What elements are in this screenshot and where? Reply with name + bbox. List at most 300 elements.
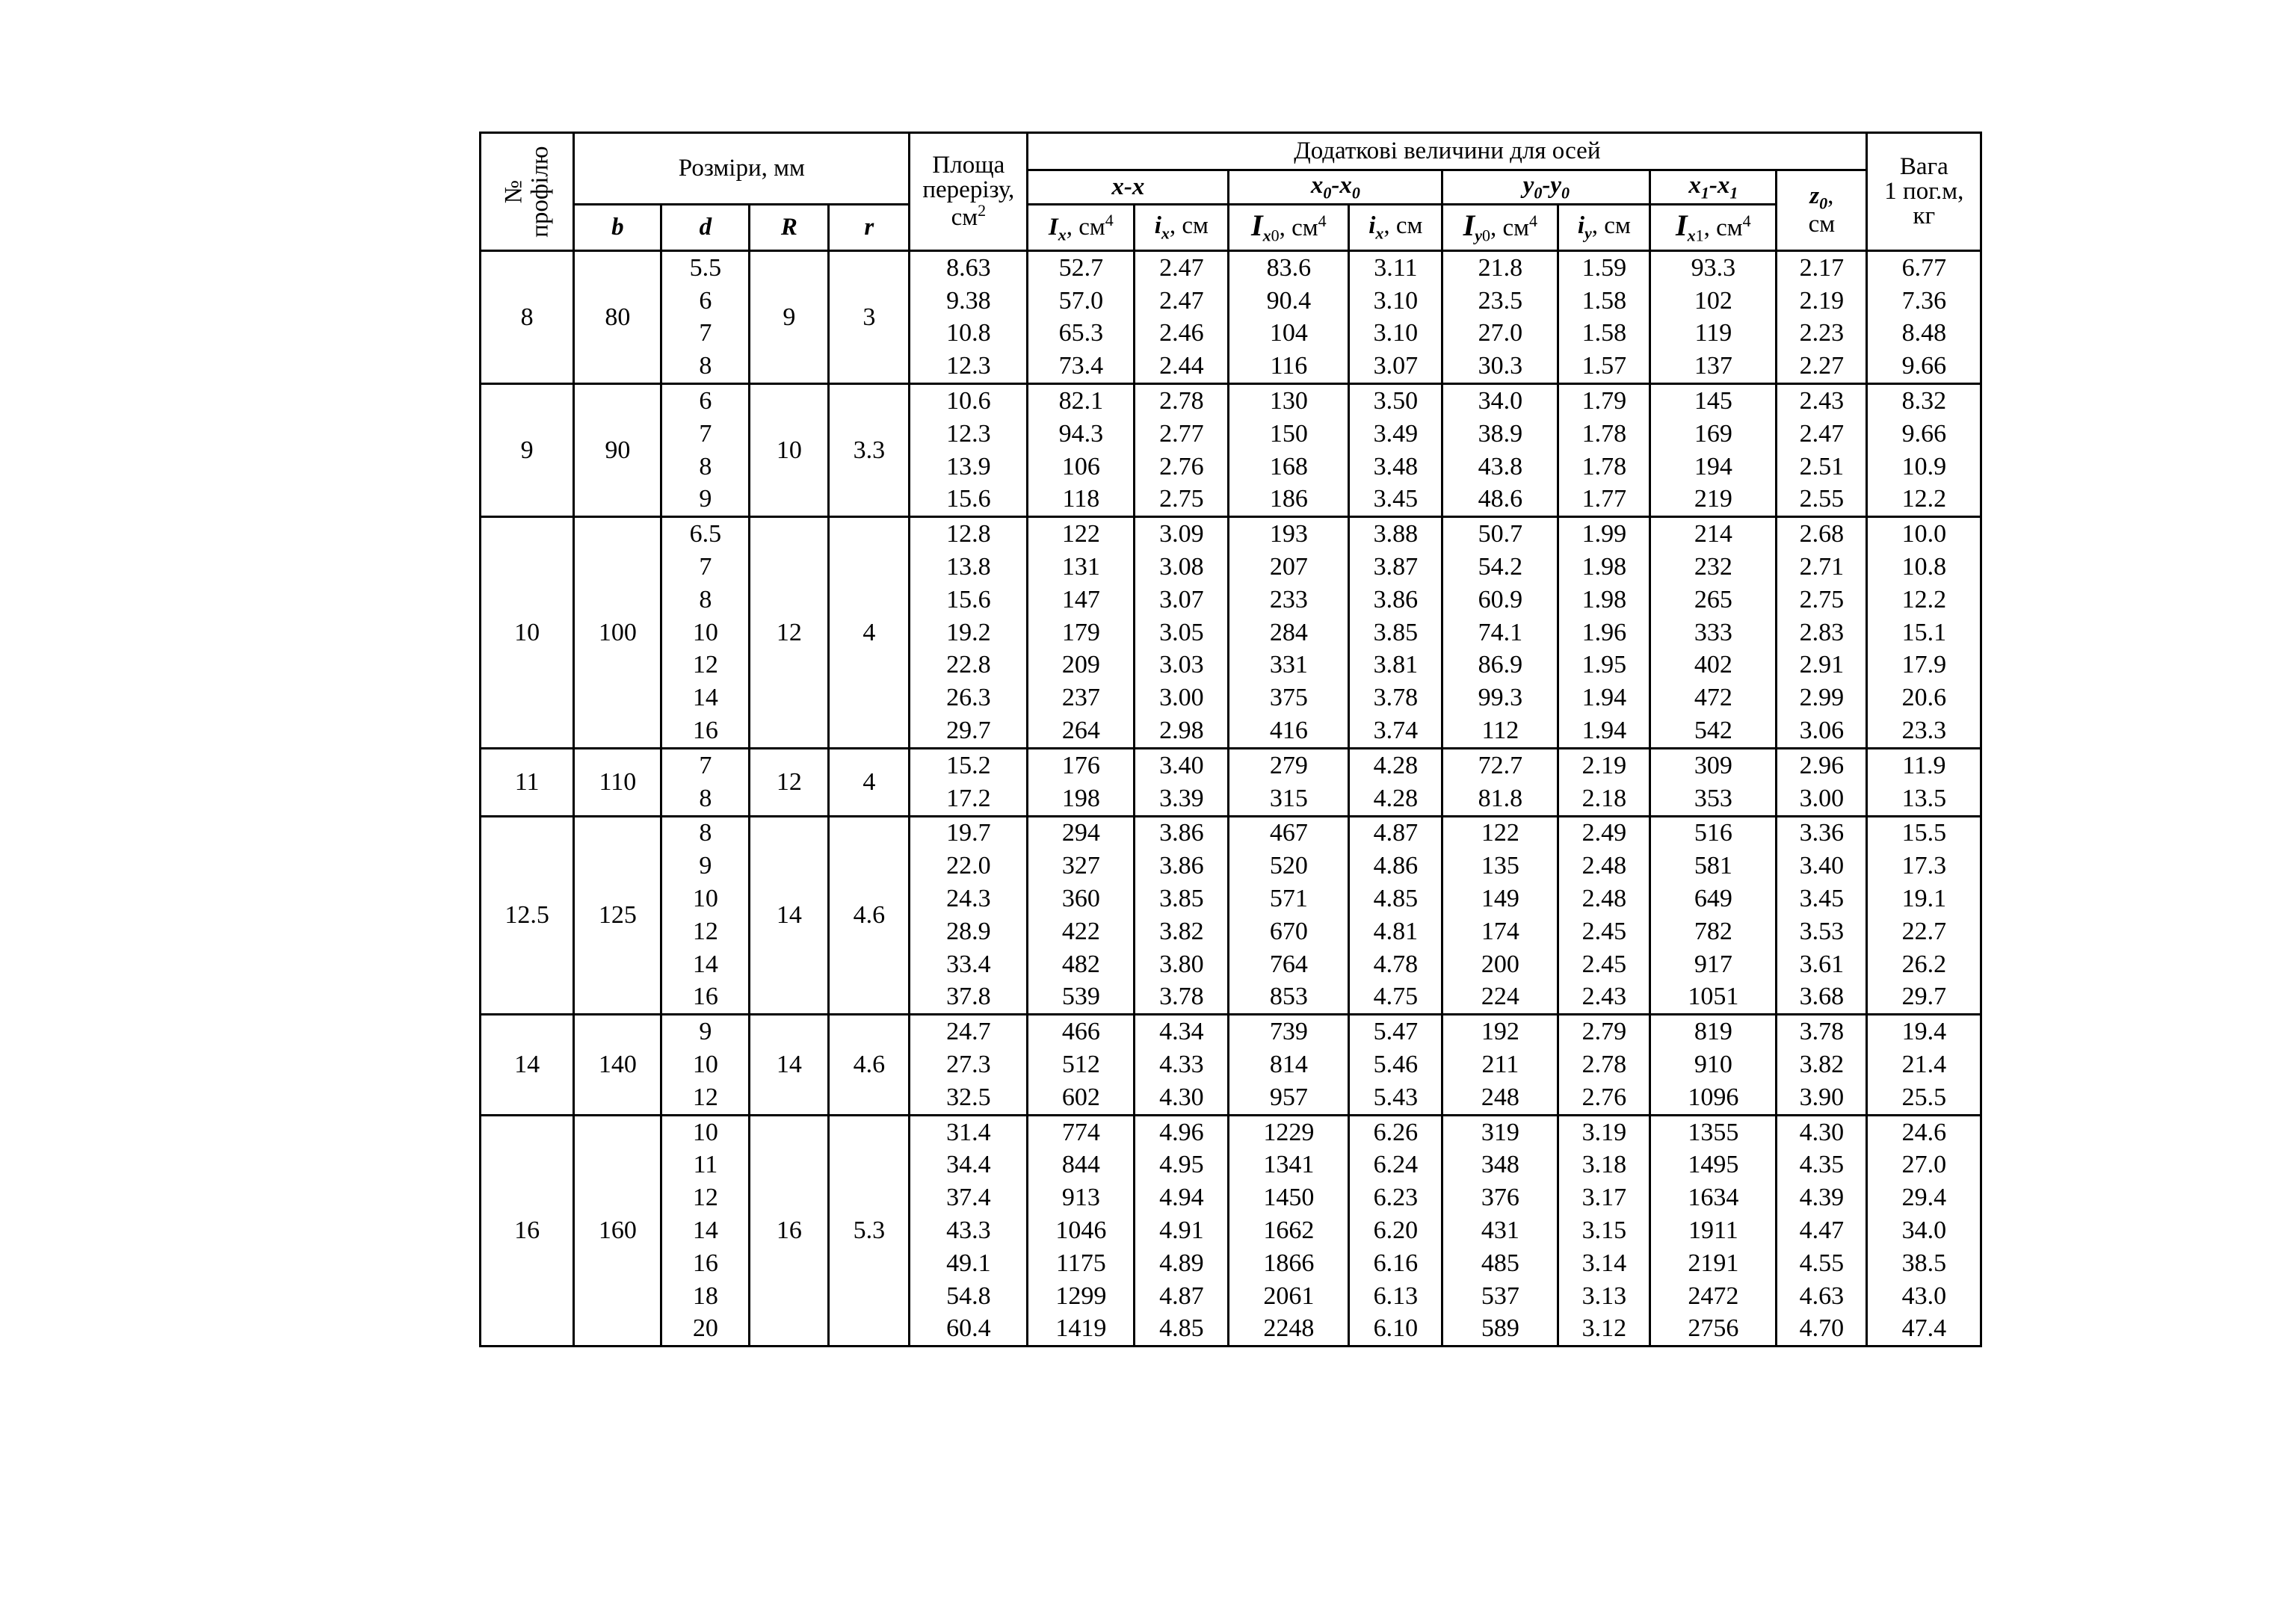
cell-Ix: 65.3: [1028, 318, 1135, 350]
cell-area: 33.4: [910, 948, 1028, 981]
cell-Ix0: 375: [1229, 681, 1349, 714]
cell-Ix0: 279: [1229, 748, 1349, 782]
cell-ix0: 6.16: [1349, 1247, 1442, 1280]
cell-Ix: 1419: [1028, 1313, 1135, 1347]
cell-area: 9.38: [910, 285, 1028, 318]
cell-Ix0: 416: [1229, 714, 1349, 748]
cell-Iy0: 27.0: [1442, 318, 1558, 350]
cell-Iy0: 30.3: [1442, 350, 1558, 383]
cell-weight: 17.3: [1867, 850, 1981, 882]
cell-z0: 2.99: [1777, 681, 1867, 714]
cell-ix: 3.08: [1135, 551, 1229, 584]
cell-Ix0: 315: [1229, 782, 1349, 816]
cell-Iy0: 319: [1442, 1115, 1558, 1149]
cell-ix0: 4.81: [1349, 915, 1442, 948]
table-row: [481, 1115, 1981, 1149]
area-line2: перерізу,: [922, 176, 1015, 203]
cell-z0: 4.63: [1777, 1280, 1867, 1313]
cell-z0: 2.47: [1777, 418, 1867, 451]
cell-ix: 2.47: [1135, 251, 1229, 285]
cell-Ix0: 1341: [1229, 1149, 1349, 1182]
header-Ix: $I_x$, $см^4$: [1028, 205, 1135, 251]
cell-Iy0: 23.5: [1442, 285, 1558, 318]
cell-Ix1: 581: [1650, 850, 1777, 882]
cell-iy: 2.79: [1558, 1015, 1650, 1048]
cell-weight: 19.1: [1867, 882, 1981, 915]
cell-weight: 38.5: [1867, 1247, 1981, 1280]
cell-ix: 4.94: [1135, 1181, 1229, 1214]
cell-iy: 1.59: [1558, 251, 1650, 285]
cell-iy: 1.78: [1558, 451, 1650, 483]
cell-Ix: 844: [1028, 1149, 1135, 1182]
cell-z0: 4.30: [1777, 1115, 1867, 1149]
cell-Ix1: 542: [1650, 714, 1777, 748]
cell-weight: 10.9: [1867, 451, 1981, 483]
cell-Ix1: 782: [1650, 915, 1777, 948]
cell-area: 19.7: [910, 816, 1028, 850]
cell-area: 12.8: [910, 517, 1028, 551]
cell-Ix1: 2472: [1650, 1280, 1777, 1313]
cell-Ix1: 119: [1650, 318, 1777, 350]
cell-ix: 4.85: [1135, 1313, 1229, 1347]
table-row: [481, 551, 1981, 584]
cell-area: 12.3: [910, 418, 1028, 451]
header-d: d: [661, 205, 750, 251]
cell-d: 14: [661, 948, 750, 981]
cell-Ix1: 917: [1650, 948, 1777, 981]
cell-Ix1: 819: [1650, 1015, 1777, 1048]
cell-Ix: 1175: [1028, 1247, 1135, 1280]
cell-d: 16: [661, 714, 750, 748]
cell-R: 14: [750, 816, 829, 1015]
cell-ix0: 5.43: [1349, 1081, 1442, 1115]
cell-Ix1: 232: [1650, 551, 1777, 584]
table-row: [481, 1214, 1981, 1247]
cell-iy: 3.12: [1558, 1313, 1650, 1347]
cell-z0: 3.36: [1777, 816, 1867, 850]
cell-weight: 24.6: [1867, 1115, 1981, 1149]
header-dimensions: Розміри, мм: [574, 133, 910, 205]
cell-d: 12: [661, 1081, 750, 1115]
table-row: [481, 616, 1981, 649]
cell-z0: 2.51: [1777, 451, 1867, 483]
table-row: [481, 681, 1981, 714]
cell-ix: 2.75: [1135, 483, 1229, 517]
header-b: b: [574, 205, 661, 251]
cell-Ix0: 957: [1229, 1081, 1349, 1115]
cell-weight: 13.5: [1867, 782, 1981, 816]
cell-ix: 2.44: [1135, 350, 1229, 383]
header-additional: Додаткові величини для осей: [1028, 133, 1867, 170]
cell-Ix: 176: [1028, 748, 1135, 782]
cell-z0: 3.45: [1777, 882, 1867, 915]
table-row: [481, 882, 1981, 915]
cell-iy: 2.78: [1558, 1048, 1650, 1081]
cell-z0: 4.35: [1777, 1149, 1867, 1182]
cell-d: 6: [661, 285, 750, 318]
cell-r: 5.3: [829, 1115, 910, 1347]
area-sup: 2: [978, 201, 987, 220]
cell-z0: 3.78: [1777, 1015, 1867, 1048]
header-Iy0: $I_{y0}$, $см^4$: [1442, 205, 1558, 251]
cell-weight: 15.1: [1867, 616, 1981, 649]
cell-ix0: 3.78: [1349, 681, 1442, 714]
cell-Ix: 774: [1028, 1115, 1135, 1149]
cell-weight: 27.0: [1867, 1149, 1981, 1182]
cell-ix0: 5.46: [1349, 1048, 1442, 1081]
cell-b: 100: [574, 517, 661, 749]
cell-z0: 4.39: [1777, 1181, 1867, 1214]
table-row: [481, 1280, 1981, 1313]
cell-area: 15.2: [910, 748, 1028, 782]
cell-ix0: 3.10: [1349, 318, 1442, 350]
cell-Iy0: 21.8: [1442, 251, 1558, 285]
cell-Ix: 482: [1028, 948, 1135, 981]
cell-Ix1: 2191: [1650, 1247, 1777, 1280]
cell-profile: 16: [481, 1115, 574, 1347]
cell-d: 14: [661, 1214, 750, 1247]
cell-area: 15.6: [910, 483, 1028, 517]
cell-Iy0: 376: [1442, 1181, 1558, 1214]
cell-Ix: 512: [1028, 1048, 1135, 1081]
cell-Ix0: 1662: [1229, 1214, 1349, 1247]
cell-weight: 12.2: [1867, 584, 1981, 616]
header-R: R: [750, 205, 829, 251]
cell-R: 9: [750, 251, 829, 384]
cell-Ix: 264: [1028, 714, 1135, 748]
table-row: [481, 915, 1981, 948]
cell-b: 140: [574, 1015, 661, 1115]
cell-iy: 2.19: [1558, 748, 1650, 782]
cell-area: 29.7: [910, 714, 1028, 748]
cell-ix0: 6.24: [1349, 1149, 1442, 1182]
cell-area: 32.5: [910, 1081, 1028, 1115]
table-row: [481, 748, 1981, 782]
cell-z0: 2.19: [1777, 285, 1867, 318]
cell-z0: 2.96: [1777, 748, 1867, 782]
cell-iy: 1.95: [1558, 649, 1650, 682]
cell-ix: 4.95: [1135, 1149, 1229, 1182]
cell-d: 7: [661, 418, 750, 451]
cell-area: 13.8: [910, 551, 1028, 584]
cell-Iy0: 135: [1442, 850, 1558, 882]
cell-weight: 25.5: [1867, 1081, 1981, 1115]
cell-Ix1: 910: [1650, 1048, 1777, 1081]
table-row: [481, 782, 1981, 816]
cell-iy: 3.13: [1558, 1280, 1650, 1313]
cell-Iy0: 54.2: [1442, 551, 1558, 584]
cell-Iy0: 431: [1442, 1214, 1558, 1247]
cell-ix0: 3.74: [1349, 714, 1442, 748]
cell-Iy0: 74.1: [1442, 616, 1558, 649]
table-row: [481, 251, 1981, 285]
cell-weight: 9.66: [1867, 418, 1981, 451]
cell-area: 26.3: [910, 681, 1028, 714]
cell-iy: 1.58: [1558, 318, 1650, 350]
cell-Ix: 294: [1028, 816, 1135, 850]
cell-area: 22.0: [910, 850, 1028, 882]
cell-iy: 1.57: [1558, 350, 1650, 383]
cell-area: 8.63: [910, 251, 1028, 285]
cell-R: 12: [750, 517, 829, 749]
cell-d: 6.5: [661, 517, 750, 551]
cell-d: 8: [661, 350, 750, 383]
cell-Ix: 422: [1028, 915, 1135, 948]
cell-iy: 1.77: [1558, 483, 1650, 517]
table-row: [481, 285, 1981, 318]
cell-Ix: 1299: [1028, 1280, 1135, 1313]
cell-Ix0: 814: [1229, 1048, 1349, 1081]
cell-Ix0: 284: [1229, 616, 1349, 649]
cell-area: 43.3: [910, 1214, 1028, 1247]
cell-Ix1: 1051: [1650, 981, 1777, 1015]
cell-Iy0: 537: [1442, 1280, 1558, 1313]
table-row: [481, 1048, 1981, 1081]
cell-Ix1: 137: [1650, 350, 1777, 383]
cell-ix: 4.33: [1135, 1048, 1229, 1081]
cell-Iy0: 38.9: [1442, 418, 1558, 451]
table-row: [481, 1313, 1981, 1347]
header-r: r: [829, 205, 910, 251]
cell-d: 8: [661, 584, 750, 616]
cell-Ix1: 1911: [1650, 1214, 1777, 1247]
cell-d: 9: [661, 850, 750, 882]
cell-d: 10: [661, 1115, 750, 1149]
cell-z0: 2.23: [1777, 318, 1867, 350]
cell-ix: 2.78: [1135, 384, 1229, 418]
cell-Ix: 57.0: [1028, 285, 1135, 318]
cell-Ix0: 764: [1229, 948, 1349, 981]
cell-R: 14: [750, 1015, 829, 1115]
cell-ix: 3.86: [1135, 816, 1229, 850]
cell-ix: 3.40: [1135, 748, 1229, 782]
cell-Iy0: 174: [1442, 915, 1558, 948]
cell-Ix0: 90.4: [1229, 285, 1349, 318]
cell-z0: 4.47: [1777, 1214, 1867, 1247]
cell-ix: 2.98: [1135, 714, 1229, 748]
cell-area: 34.4: [910, 1149, 1028, 1182]
cell-d: 10: [661, 1048, 750, 1081]
cell-weight: 29.4: [1867, 1181, 1981, 1214]
cell-Ix0: 331: [1229, 649, 1349, 682]
cell-ix: 3.85: [1135, 882, 1229, 915]
cell-Ix: 466: [1028, 1015, 1135, 1048]
cell-ix0: 6.23: [1349, 1181, 1442, 1214]
area-unit: см: [951, 204, 978, 231]
cell-ix0: 6.10: [1349, 1313, 1442, 1347]
cell-z0: 3.00: [1777, 782, 1867, 816]
cell-area: 10.6: [910, 384, 1028, 418]
cell-Ix1: 1634: [1650, 1181, 1777, 1214]
cell-Ix: 122: [1028, 517, 1135, 551]
cell-d: 11: [661, 1149, 750, 1182]
cell-Iy0: 192: [1442, 1015, 1558, 1048]
cell-Ix1: 353: [1650, 782, 1777, 816]
cell-area: 10.8: [910, 318, 1028, 350]
cell-Ix0: 1866: [1229, 1247, 1349, 1280]
cell-Ix0: 1450: [1229, 1181, 1349, 1214]
cell-d: 20: [661, 1313, 750, 1347]
cell-Ix1: 1495: [1650, 1149, 1777, 1182]
cell-Iy0: 86.9: [1442, 649, 1558, 682]
cell-Ix: 118: [1028, 483, 1135, 517]
cell-Ix: 198: [1028, 782, 1135, 816]
cell-ix: 4.96: [1135, 1115, 1229, 1149]
cell-Ix0: 467: [1229, 816, 1349, 850]
table-row: [481, 517, 1981, 551]
cell-R: 16: [750, 1115, 829, 1347]
cell-ix: 3.09: [1135, 517, 1229, 551]
cell-profile: 12.5: [481, 816, 574, 1015]
cell-iy: 1.79: [1558, 384, 1650, 418]
table-row: [481, 418, 1981, 451]
cell-ix: 2.76: [1135, 451, 1229, 483]
cell-Iy0: 99.3: [1442, 681, 1558, 714]
cell-ix0: 3.10: [1349, 285, 1442, 318]
cell-ix0: 6.20: [1349, 1214, 1442, 1247]
cell-Ix: 913: [1028, 1181, 1135, 1214]
cell-iy: 2.76: [1558, 1081, 1650, 1115]
cell-ix0: 4.86: [1349, 850, 1442, 882]
cell-Ix: 179: [1028, 616, 1135, 649]
cell-profile: 14: [481, 1015, 574, 1115]
cell-z0: 3.68: [1777, 981, 1867, 1015]
cell-Ix0: 193: [1229, 517, 1349, 551]
cell-Ix0: 2248: [1229, 1313, 1349, 1347]
cell-Ix1: 219: [1650, 483, 1777, 517]
cell-d: 5.5: [661, 251, 750, 285]
cell-profile: 8: [481, 251, 574, 384]
weight-line2: 1 пог.м,: [1884, 178, 1964, 205]
header-ix0: $i_x$, см: [1349, 205, 1442, 251]
cell-iy: 1.98: [1558, 551, 1650, 584]
cell-ix0: 3.49: [1349, 418, 1442, 451]
cell-ix: 4.34: [1135, 1015, 1229, 1048]
cell-weight: 22.7: [1867, 915, 1981, 948]
cell-Ix1: 516: [1650, 816, 1777, 850]
cell-Iy0: 589: [1442, 1313, 1558, 1347]
cell-Ix: 360: [1028, 882, 1135, 915]
cell-z0: 3.06: [1777, 714, 1867, 748]
header-area: [910, 133, 1028, 251]
cell-Ix0: 186: [1229, 483, 1349, 517]
cell-Ix1: 194: [1650, 451, 1777, 483]
cell-weight: 12.2: [1867, 483, 1981, 517]
cell-Ix1: 402: [1650, 649, 1777, 682]
cell-area: 37.8: [910, 981, 1028, 1015]
cell-Ix0: 739: [1229, 1015, 1349, 1048]
cell-z0: 2.71: [1777, 551, 1867, 584]
cell-area: 12.3: [910, 350, 1028, 383]
cell-weight: 47.4: [1867, 1313, 1981, 1347]
cell-d: 10: [661, 882, 750, 915]
cell-Ix0: 83.6: [1229, 251, 1349, 285]
cell-ix0: 4.28: [1349, 782, 1442, 816]
cell-Ix0: 2061: [1229, 1280, 1349, 1313]
cell-ix0: 4.28: [1349, 748, 1442, 782]
cell-iy: 1.94: [1558, 681, 1650, 714]
cell-ix0: 4.75: [1349, 981, 1442, 1015]
cell-ix0: 5.47: [1349, 1015, 1442, 1048]
cell-d: 8: [661, 451, 750, 483]
cell-z0: 2.43: [1777, 384, 1867, 418]
cell-Ix1: 1355: [1650, 1115, 1777, 1149]
cell-iy: 2.43: [1558, 981, 1650, 1015]
cell-Ix0: 853: [1229, 981, 1349, 1015]
cell-Iy0: 122: [1442, 816, 1558, 850]
cell-weight: 11.9: [1867, 748, 1981, 782]
cell-d: 10: [661, 616, 750, 649]
cell-Iy0: 72.7: [1442, 748, 1558, 782]
cell-d: 9: [661, 1015, 750, 1048]
cell-ix0: 3.85: [1349, 616, 1442, 649]
table-row: [481, 948, 1981, 981]
cell-ix0: 3.86: [1349, 584, 1442, 616]
cell-Ix: 1046: [1028, 1214, 1135, 1247]
table-row: [481, 649, 1981, 682]
cell-ix0: 4.87: [1349, 816, 1442, 850]
cell-ix: 4.30: [1135, 1081, 1229, 1115]
cell-z0: 3.53: [1777, 915, 1867, 948]
cell-ix: 4.91: [1135, 1214, 1229, 1247]
cell-Iy0: 248: [1442, 1081, 1558, 1115]
cell-d: 12: [661, 915, 750, 948]
cell-iy: 3.14: [1558, 1247, 1650, 1280]
cell-Ix0: 670: [1229, 915, 1349, 948]
cell-Ix: 209: [1028, 649, 1135, 682]
table-row: [481, 850, 1981, 882]
cell-r: 4.6: [829, 816, 910, 1015]
cell-iy: 1.99: [1558, 517, 1650, 551]
cell-b: 160: [574, 1115, 661, 1347]
cell-ix: 3.07: [1135, 584, 1229, 616]
header-ix: $i_x$, см: [1135, 205, 1229, 251]
cell-weight: 20.6: [1867, 681, 1981, 714]
cell-area: 13.9: [910, 451, 1028, 483]
cell-area: 37.4: [910, 1181, 1028, 1214]
cell-Ix: 147: [1028, 584, 1135, 616]
cell-iy: 2.18: [1558, 782, 1650, 816]
cell-r: 3: [829, 251, 910, 384]
cell-iy: 3.15: [1558, 1214, 1650, 1247]
cell-Ix0: 1229: [1229, 1115, 1349, 1149]
cell-ix0: 3.48: [1349, 451, 1442, 483]
cell-Ix: 94.3: [1028, 418, 1135, 451]
cell-ix0: 6.13: [1349, 1280, 1442, 1313]
table-row: [481, 816, 1981, 850]
cell-ix0: 3.88: [1349, 517, 1442, 551]
cell-d: 7: [661, 318, 750, 350]
cell-b: 125: [574, 816, 661, 1015]
table-row: [481, 451, 1981, 483]
cell-Iy0: 112: [1442, 714, 1558, 748]
cell-z0: 2.27: [1777, 350, 1867, 383]
cell-weight: 6.77: [1867, 251, 1981, 285]
cell-z0: 2.68: [1777, 517, 1867, 551]
cell-Ix0: 150: [1229, 418, 1349, 451]
cell-r: 4.6: [829, 1015, 910, 1115]
cell-b: 110: [574, 748, 661, 816]
cell-ix: 3.80: [1135, 948, 1229, 981]
cell-ix: 3.86: [1135, 850, 1229, 882]
cell-Ix1: 214: [1650, 517, 1777, 551]
table-row: [481, 714, 1981, 748]
cell-d: 9: [661, 483, 750, 517]
cell-iy: 2.45: [1558, 948, 1650, 981]
cell-Ix: 82.1: [1028, 384, 1135, 418]
cell-ix: 2.77: [1135, 418, 1229, 451]
cell-Ix1: 145: [1650, 384, 1777, 418]
